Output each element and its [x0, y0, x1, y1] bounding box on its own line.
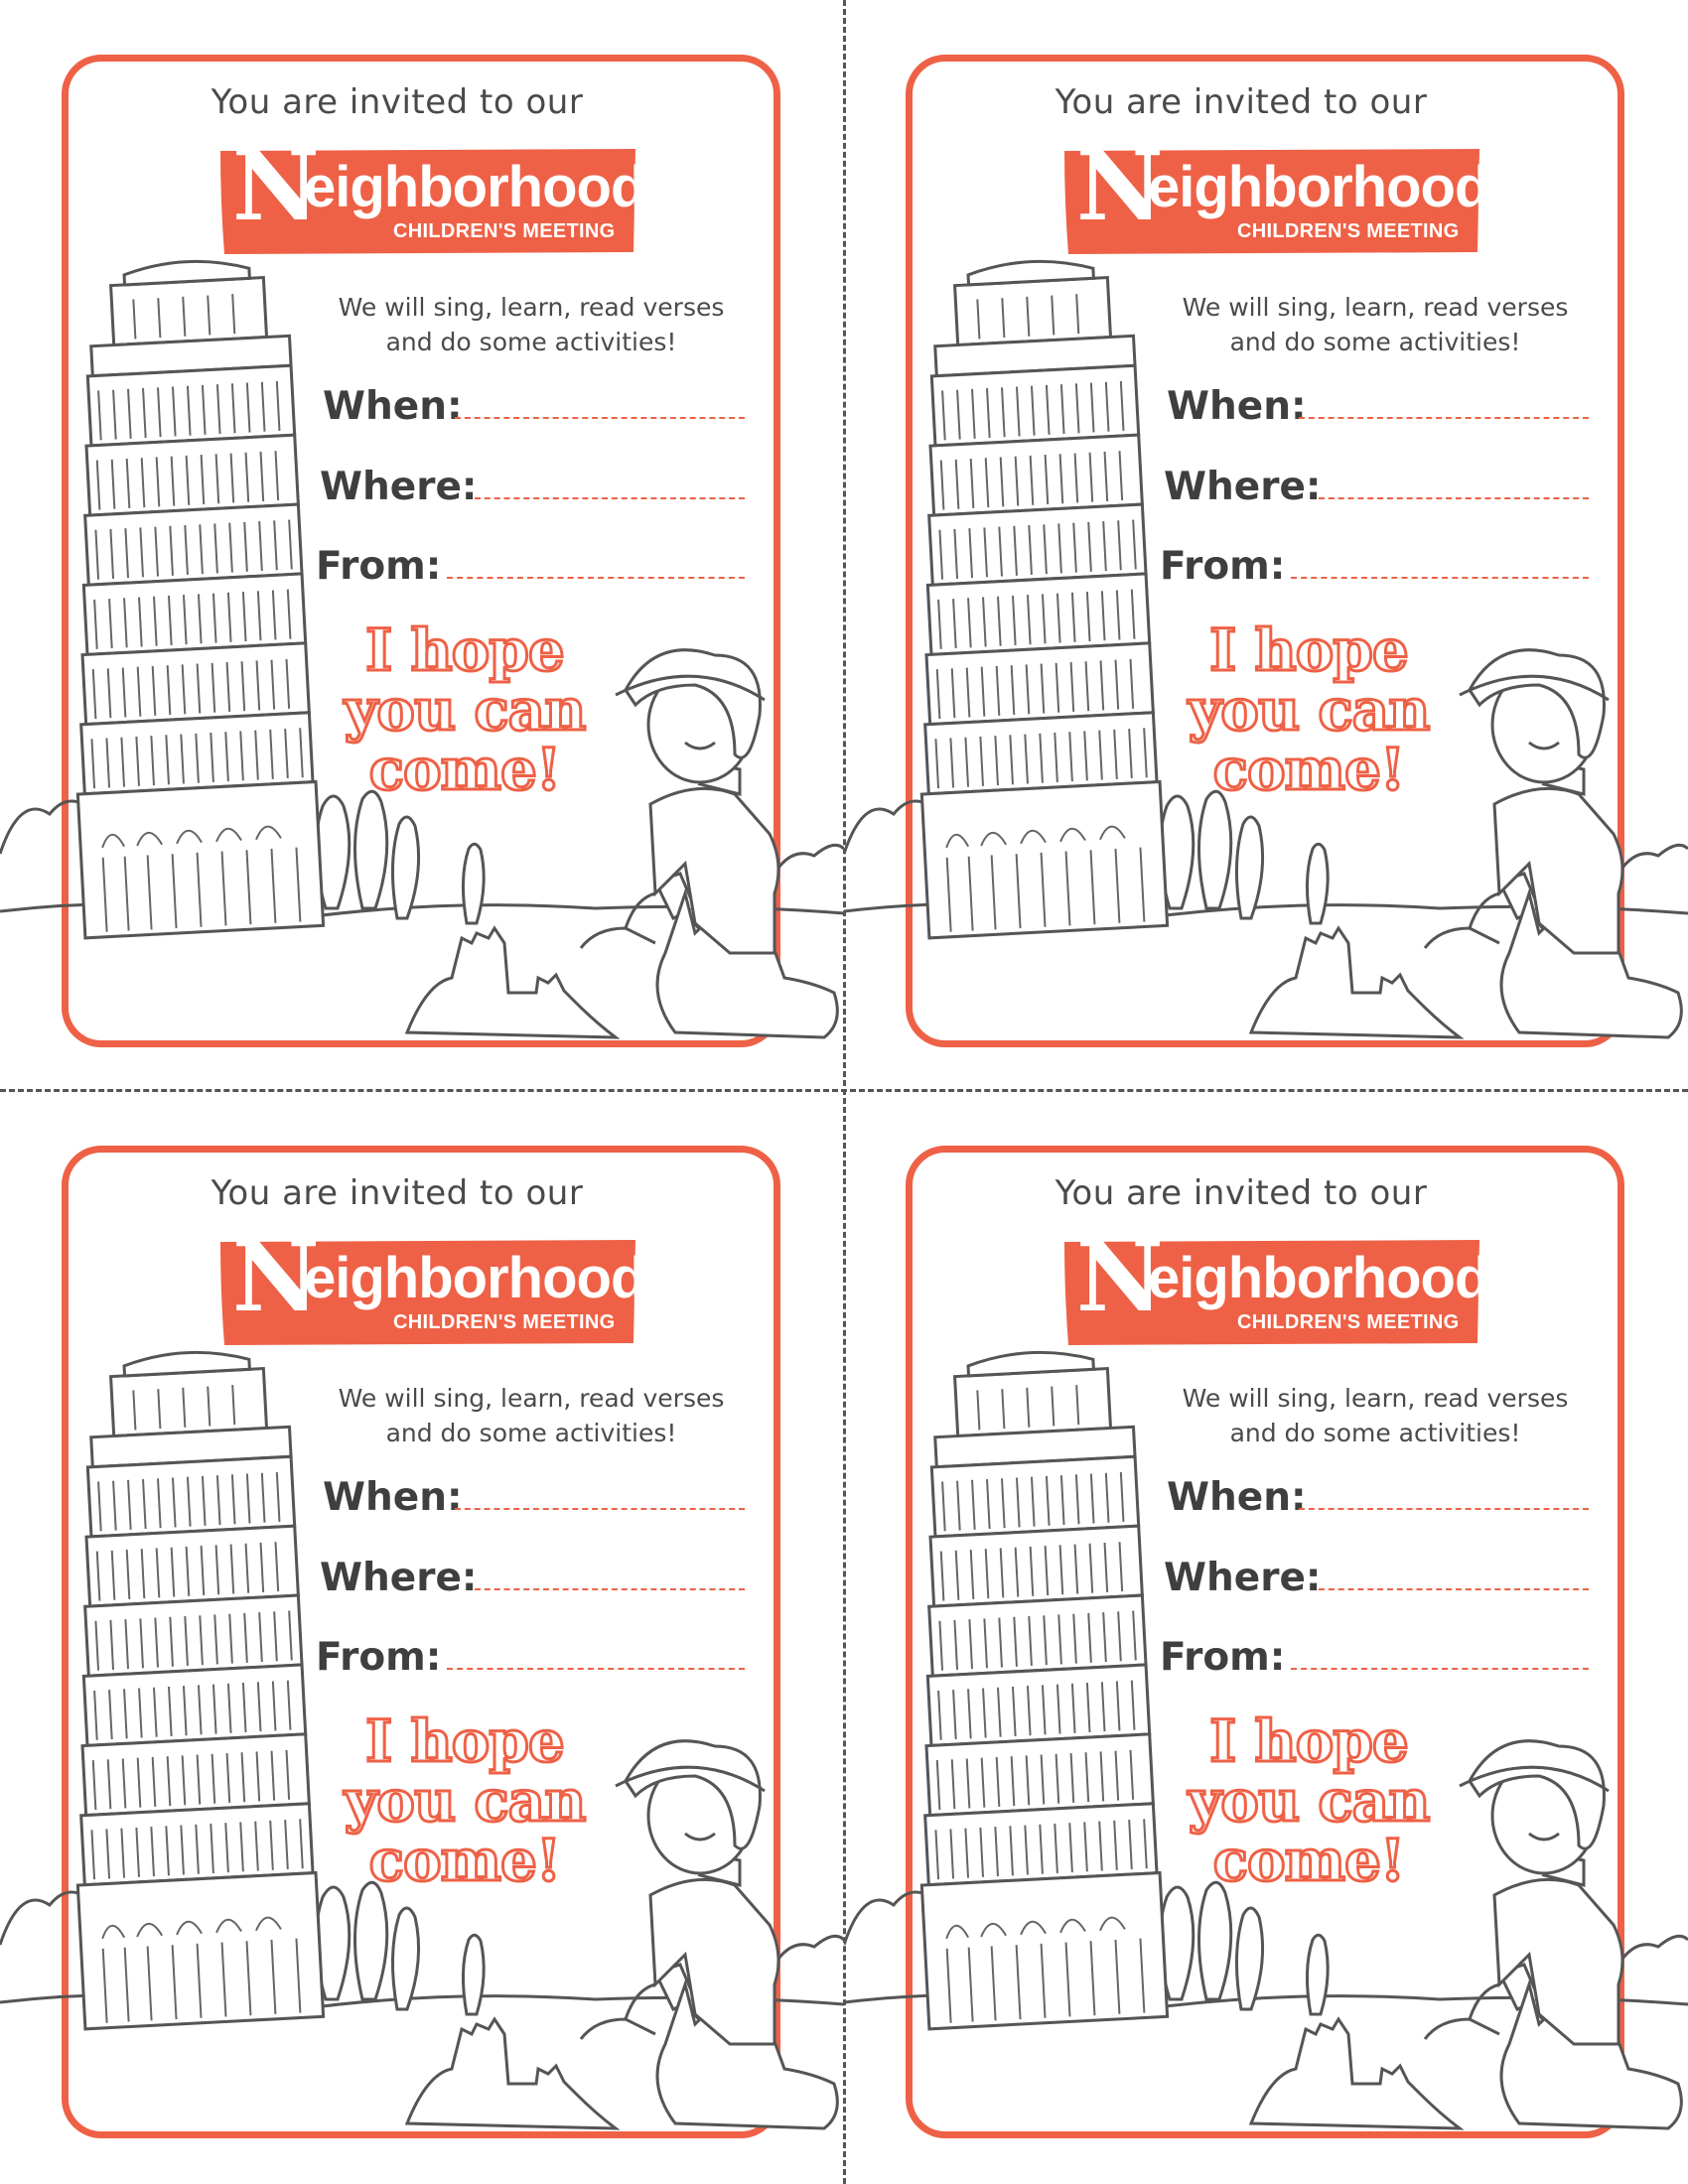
where-fill-line[interactable] [1319, 497, 1589, 499]
from-fill-line[interactable] [447, 577, 745, 579]
invite-line: You are invited to our [1055, 1173, 1428, 1213]
when-fill-line[interactable] [455, 417, 745, 419]
where-label: Where: [1164, 465, 1322, 509]
from-label: From: [1160, 1635, 1286, 1680]
when-label: When: [323, 384, 463, 429]
leaning-tower-icon [895, 256, 1168, 938]
where-label: Where: [1164, 1556, 1322, 1600]
from-label: From: [316, 1635, 442, 1680]
leaning-tower-icon [51, 256, 324, 938]
where-fill-line[interactable] [475, 1588, 745, 1590]
logo-title: eighborhood [304, 1246, 645, 1310]
closing-message: I hope you can come! [344, 1707, 586, 1894]
invite-line: You are invited to our [211, 1173, 584, 1213]
from-label: From: [1160, 544, 1286, 589]
event-description: We will sing, learn, read verses and do some activities! [338, 1384, 725, 1447]
from-label: From: [316, 544, 442, 589]
logo-big-letter: N [232, 1221, 320, 1333]
invitation-card [0, 1091, 844, 2182]
boy-with-hat-icon [1425, 1741, 1681, 2128]
invitation-card [0, 0, 844, 1091]
from-fill-line[interactable] [1291, 577, 1589, 579]
logo-big-letter: N [232, 130, 320, 242]
leaning-tower-icon [51, 1347, 324, 2029]
where-fill-line[interactable] [475, 497, 745, 499]
logo-big-letter: N [1076, 130, 1164, 242]
invitation-card [844, 0, 1688, 1091]
where-label: Where: [320, 465, 478, 509]
logo-subtitle: CHILDREN'S MEETING [1237, 220, 1460, 242]
boy-with-hat-icon [581, 650, 837, 1037]
logo-subtitle: CHILDREN'S MEETING [393, 220, 616, 242]
closing-message: I hope you can come! [1188, 1707, 1430, 1894]
boy-with-hat-icon [1425, 650, 1681, 1037]
boy-with-hat-icon [581, 1741, 837, 2128]
invitation-card [844, 1091, 1688, 2182]
when-fill-line[interactable] [1299, 417, 1589, 419]
where-fill-line[interactable] [1319, 1588, 1589, 1590]
invite-line: You are invited to our [211, 82, 584, 122]
from-fill-line[interactable] [1291, 1668, 1589, 1670]
when-label: When: [1167, 1475, 1307, 1520]
logo-title: eighborhood [1148, 155, 1489, 219]
closing-message: I hope you can come! [1188, 616, 1430, 803]
when-fill-line[interactable] [1299, 1508, 1589, 1510]
event-description: We will sing, learn, read verses and do some activities! [1182, 1384, 1569, 1447]
leaning-tower-icon [895, 1347, 1168, 2029]
logo-title: eighborhood [1148, 1246, 1489, 1310]
closing-message: I hope you can come! [344, 616, 586, 803]
where-label: Where: [320, 1556, 478, 1600]
invite-line: You are invited to our [1055, 82, 1428, 122]
from-fill-line[interactable] [447, 1668, 745, 1670]
when-label: When: [1167, 384, 1307, 429]
logo-subtitle: CHILDREN'S MEETING [1237, 1311, 1460, 1333]
when-fill-line[interactable] [455, 1508, 745, 1510]
event-description: We will sing, learn, read verses and do some activities! [338, 293, 725, 356]
when-label: When: [323, 1475, 463, 1520]
logo-subtitle: CHILDREN'S MEETING [393, 1311, 616, 1333]
logo-big-letter: N [1076, 1221, 1164, 1333]
event-description: We will sing, learn, read verses and do some activities! [1182, 293, 1569, 356]
logo-title: eighborhood [304, 155, 645, 219]
